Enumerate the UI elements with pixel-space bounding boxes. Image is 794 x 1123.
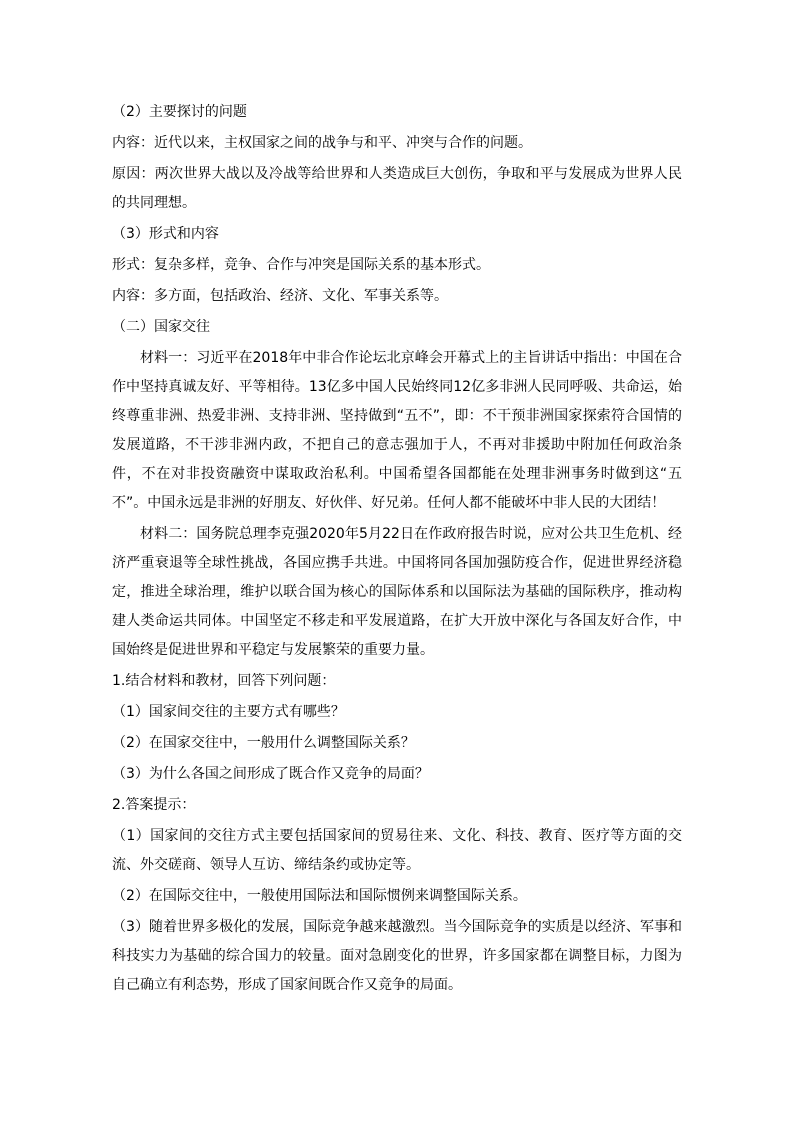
material-one: 材料一：习近平在2018年中非合作论坛北京峰会开幕式上的主旨讲话中指出：中国在合作中坚持真诚友好、平等相待。13亿多中国人民始终同12亿多非洲人民同呼吸、共命运，始终尊重非洲、热爱非洲、支持非洲、坚持做到“五不”，即：不干预非洲国家探索符合国情的发展道路，不干涉非洲内政，不把自己的意志强加于人，不再对非援助中附加任何政治条件，不在对非投资融资中谋取政治私利。中国希望各国都能在处理非洲事务时做到这“五不”。中国永远是非洲的好朋友、好伙伴、好兄弟。任何人都不能破坏中非人民的大团结！ bbox=[112, 350, 682, 511]
material-two: 材料二：国务院总理李克强2020年5月22日在作政府报告时说，应对公共卫生危机、经济严重衰退等全球性挑战，各国应携手共进。中国将同各国加强防疫合作，促进世界经济稳定，推进全球治理，维护以联合国为核心的国际体系和以国际法为基础的国际秩序，推动构建人类命运共同体。中国坚定不移走和平发展道路，在扩大开放中深化与各国友好合作，中国始终是促进世界和平稳定与发展繁荣的重要力量。 bbox=[112, 526, 682, 658]
forms-text: 形式：复杂多样，竞争、合作与冲突是国际关系的基本形式。 bbox=[112, 257, 490, 273]
issues-reason: 原因：两次世界大战以及冷战等给世界和人类造成巨大创伤，争取和平与发展成为世界人民的共同理想。 bbox=[112, 166, 682, 211]
question-3: （3）为什么各国之间形成了既合作又竞争的局面？ bbox=[112, 766, 429, 782]
question-2: （2）在国家交往中，一般用什么调整国际关系？ bbox=[112, 735, 415, 751]
forms-content-text: 内容：多方面，包括政治、经济、文化、军事关系等。 bbox=[112, 288, 448, 304]
questions-intro: 1.结合材料和教材，回答下列问题： bbox=[112, 673, 336, 689]
answer-3: （3）随着世界多极化的发展，国际竞争越来越激烈。当今国际竞争的实质是以经济、军事和科技实力为基础的综合国力的较量。面对急剧变化的世界，许多国家都在调整目标，力图为自己确立有利态势，形成了国家间既合作又竞争的局面。 bbox=[112, 919, 682, 993]
question-1: （1）国家间交往的主要方式有哪些？ bbox=[112, 704, 345, 720]
document-page bbox=[112, 98, 682, 1000]
answer-1: （1）国家间的交往方式主要包括国家间的贸易往来、文化、科技、教育、医疗等方面的交流、外交磋商、领导人互访、缔结条约或协定等。 bbox=[112, 828, 682, 873]
answers-intro: 2.答案提示： bbox=[112, 797, 196, 813]
heading-forms-content: （3）形式和内容 bbox=[112, 226, 219, 242]
heading-main-issues: （2）主要探讨的问题 bbox=[112, 104, 247, 120]
answer-2: （2）在国际交往中，一般使用国际法和国际惯例来调整国际关系。 bbox=[112, 888, 527, 904]
issues-content: 内容：近代以来，主权国家之间的战争与和平、冲突与合作的问题。 bbox=[112, 135, 532, 151]
heading-state-exchanges: （二）国家交往 bbox=[112, 319, 210, 335]
